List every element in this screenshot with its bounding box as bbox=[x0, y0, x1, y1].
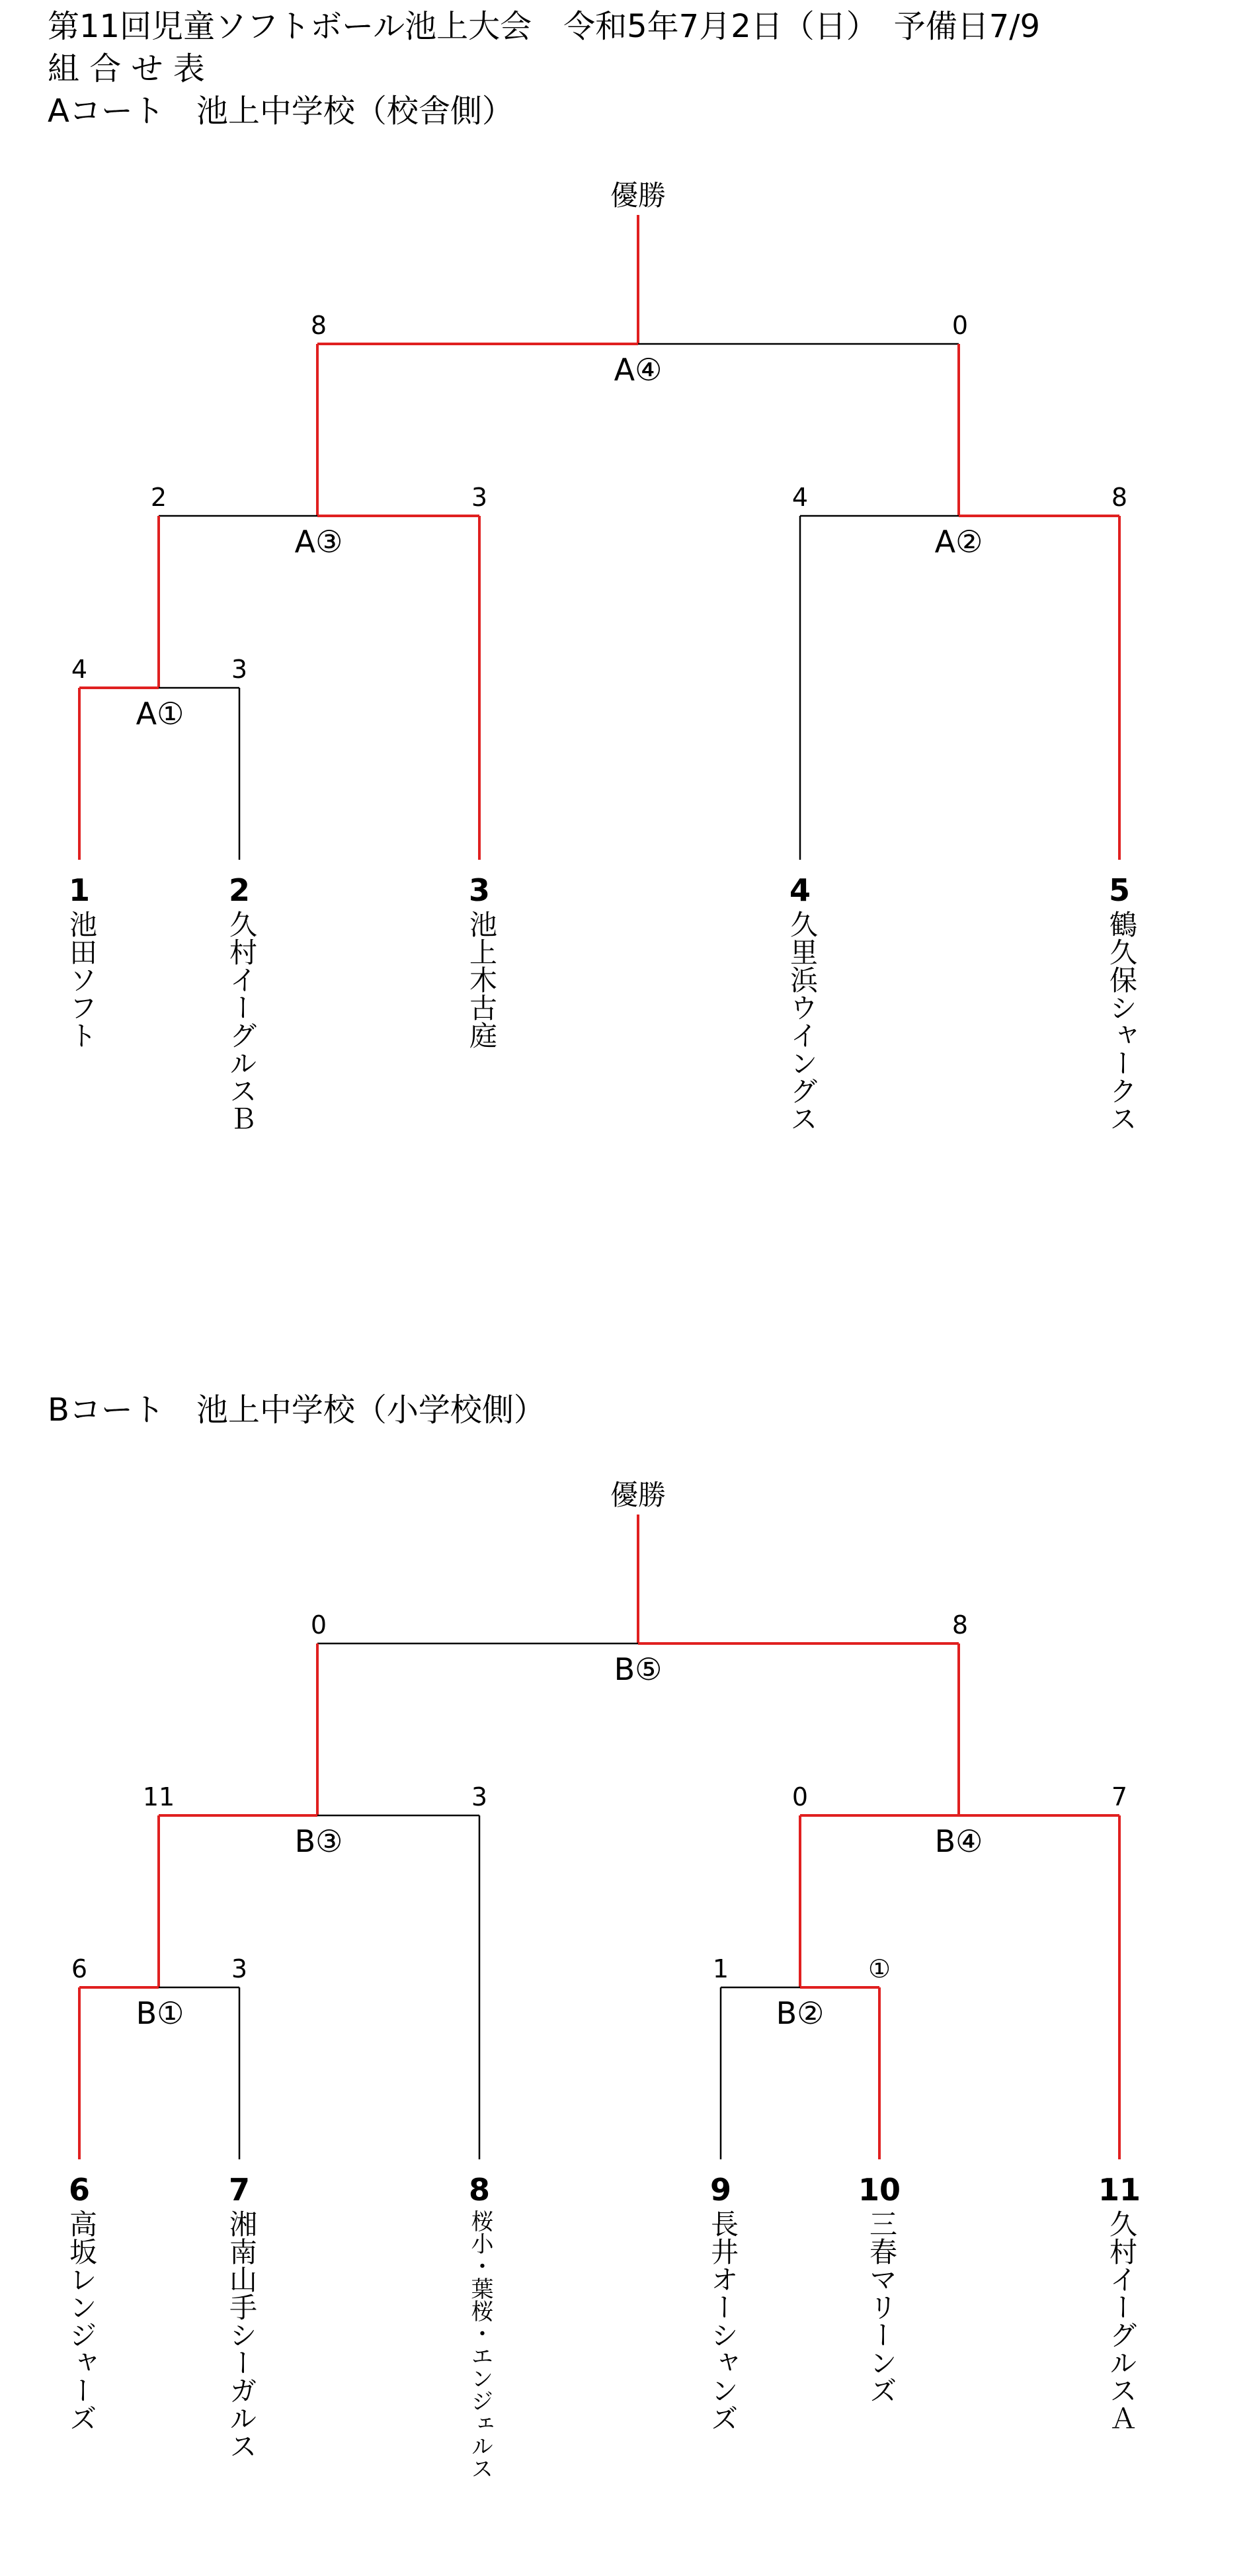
team-number: 5 bbox=[1108, 872, 1130, 908]
court-b-title: Bコート 池上中学校（小学校側） bbox=[48, 1392, 545, 1429]
court-a-m4-right-score: 0 bbox=[951, 311, 969, 340]
team-number: 1 bbox=[68, 872, 90, 908]
team-name: 久村イーグルスＢ bbox=[225, 910, 258, 1132]
court-b-m2-label: B② bbox=[776, 1995, 825, 2031]
court-a-m4-label: A④ bbox=[614, 352, 663, 388]
court-b-m5-right-score: 8 bbox=[951, 1610, 969, 1640]
team-name: 三春マリーンズ bbox=[866, 2210, 898, 2404]
team-number: 9 bbox=[709, 2172, 731, 2208]
team-name: 高坂レンジャーズ bbox=[65, 2210, 98, 2432]
team-name: 長井オーシャンズ bbox=[707, 2210, 739, 2432]
team-name: 湘南山手シーガルス bbox=[225, 2210, 258, 2460]
team-number: 2 bbox=[228, 872, 250, 908]
team-number: 4 bbox=[789, 872, 811, 908]
court-b-m4-left-score: 0 bbox=[791, 1782, 809, 1811]
court-a-m2-right-score: 8 bbox=[1111, 483, 1128, 512]
team-number: 3 bbox=[468, 872, 490, 908]
court-a-title: Aコート 池上中学校（校舎側） bbox=[48, 93, 514, 130]
court-b-m2-right-score: ① bbox=[868, 1954, 891, 1983]
court-b-m3-right-score: 3 bbox=[471, 1782, 488, 1811]
court-b-m4-label: B④ bbox=[934, 1823, 983, 1859]
court-a-m4-left-score: 8 bbox=[310, 311, 327, 340]
court-a-champion-label: 優勝 bbox=[610, 179, 666, 212]
court-a-m3-right-score: 3 bbox=[471, 483, 488, 512]
court-a-m1-label: A① bbox=[136, 696, 184, 731]
team-number: 6 bbox=[68, 2172, 90, 2208]
team-name: 久里浜ウイングス bbox=[786, 910, 819, 1132]
team-number: 10 bbox=[858, 2172, 901, 2208]
team-name: 桜小・葉桜・エンジェルス bbox=[467, 2210, 493, 2479]
team-name: 池上木古庭 bbox=[465, 910, 498, 1049]
bracket-table-heading: 組 合 せ 表 bbox=[48, 50, 205, 87]
court-b-m2-left-score: 1 bbox=[712, 1954, 729, 1983]
court-b-m1-left-score: 6 bbox=[71, 1954, 88, 1983]
team-number: 11 bbox=[1098, 2172, 1141, 2208]
court-a-m1-right-score: 3 bbox=[231, 655, 248, 684]
team-number: 7 bbox=[228, 2172, 250, 2208]
team-number: 8 bbox=[468, 2172, 490, 2208]
court-b-m1-label: B① bbox=[136, 1995, 184, 2031]
court-b-m5-label: B⑤ bbox=[614, 1651, 663, 1687]
court-a-m3-left-score: 2 bbox=[150, 483, 167, 512]
tournament-title: 第11回児童ソフトボール池上大会 令和5年7月2日（日） 予備日7/9 bbox=[48, 8, 1040, 45]
team-name: 池田ソフト bbox=[65, 910, 98, 1049]
court-b-m4-right-score: 7 bbox=[1111, 1782, 1128, 1811]
court-a-m2-label: A② bbox=[934, 524, 983, 560]
court-a-m2-left-score: 4 bbox=[791, 483, 809, 512]
court-b-m1-right-score: 3 bbox=[231, 1954, 248, 1983]
court-b-m3-label: B③ bbox=[294, 1823, 343, 1859]
court-b-m3-left-score: 11 bbox=[142, 1782, 175, 1811]
court-b-m5-left-score: 0 bbox=[310, 1610, 327, 1640]
court-a-m3-label: A③ bbox=[294, 524, 343, 560]
team-name: 鶴久保シャークス bbox=[1106, 910, 1138, 1132]
court-b-champion-label: 優勝 bbox=[610, 1479, 666, 1511]
team-name: 久村イーグルスＡ bbox=[1106, 2210, 1138, 2432]
court-a-m1-left-score: 4 bbox=[71, 655, 88, 684]
